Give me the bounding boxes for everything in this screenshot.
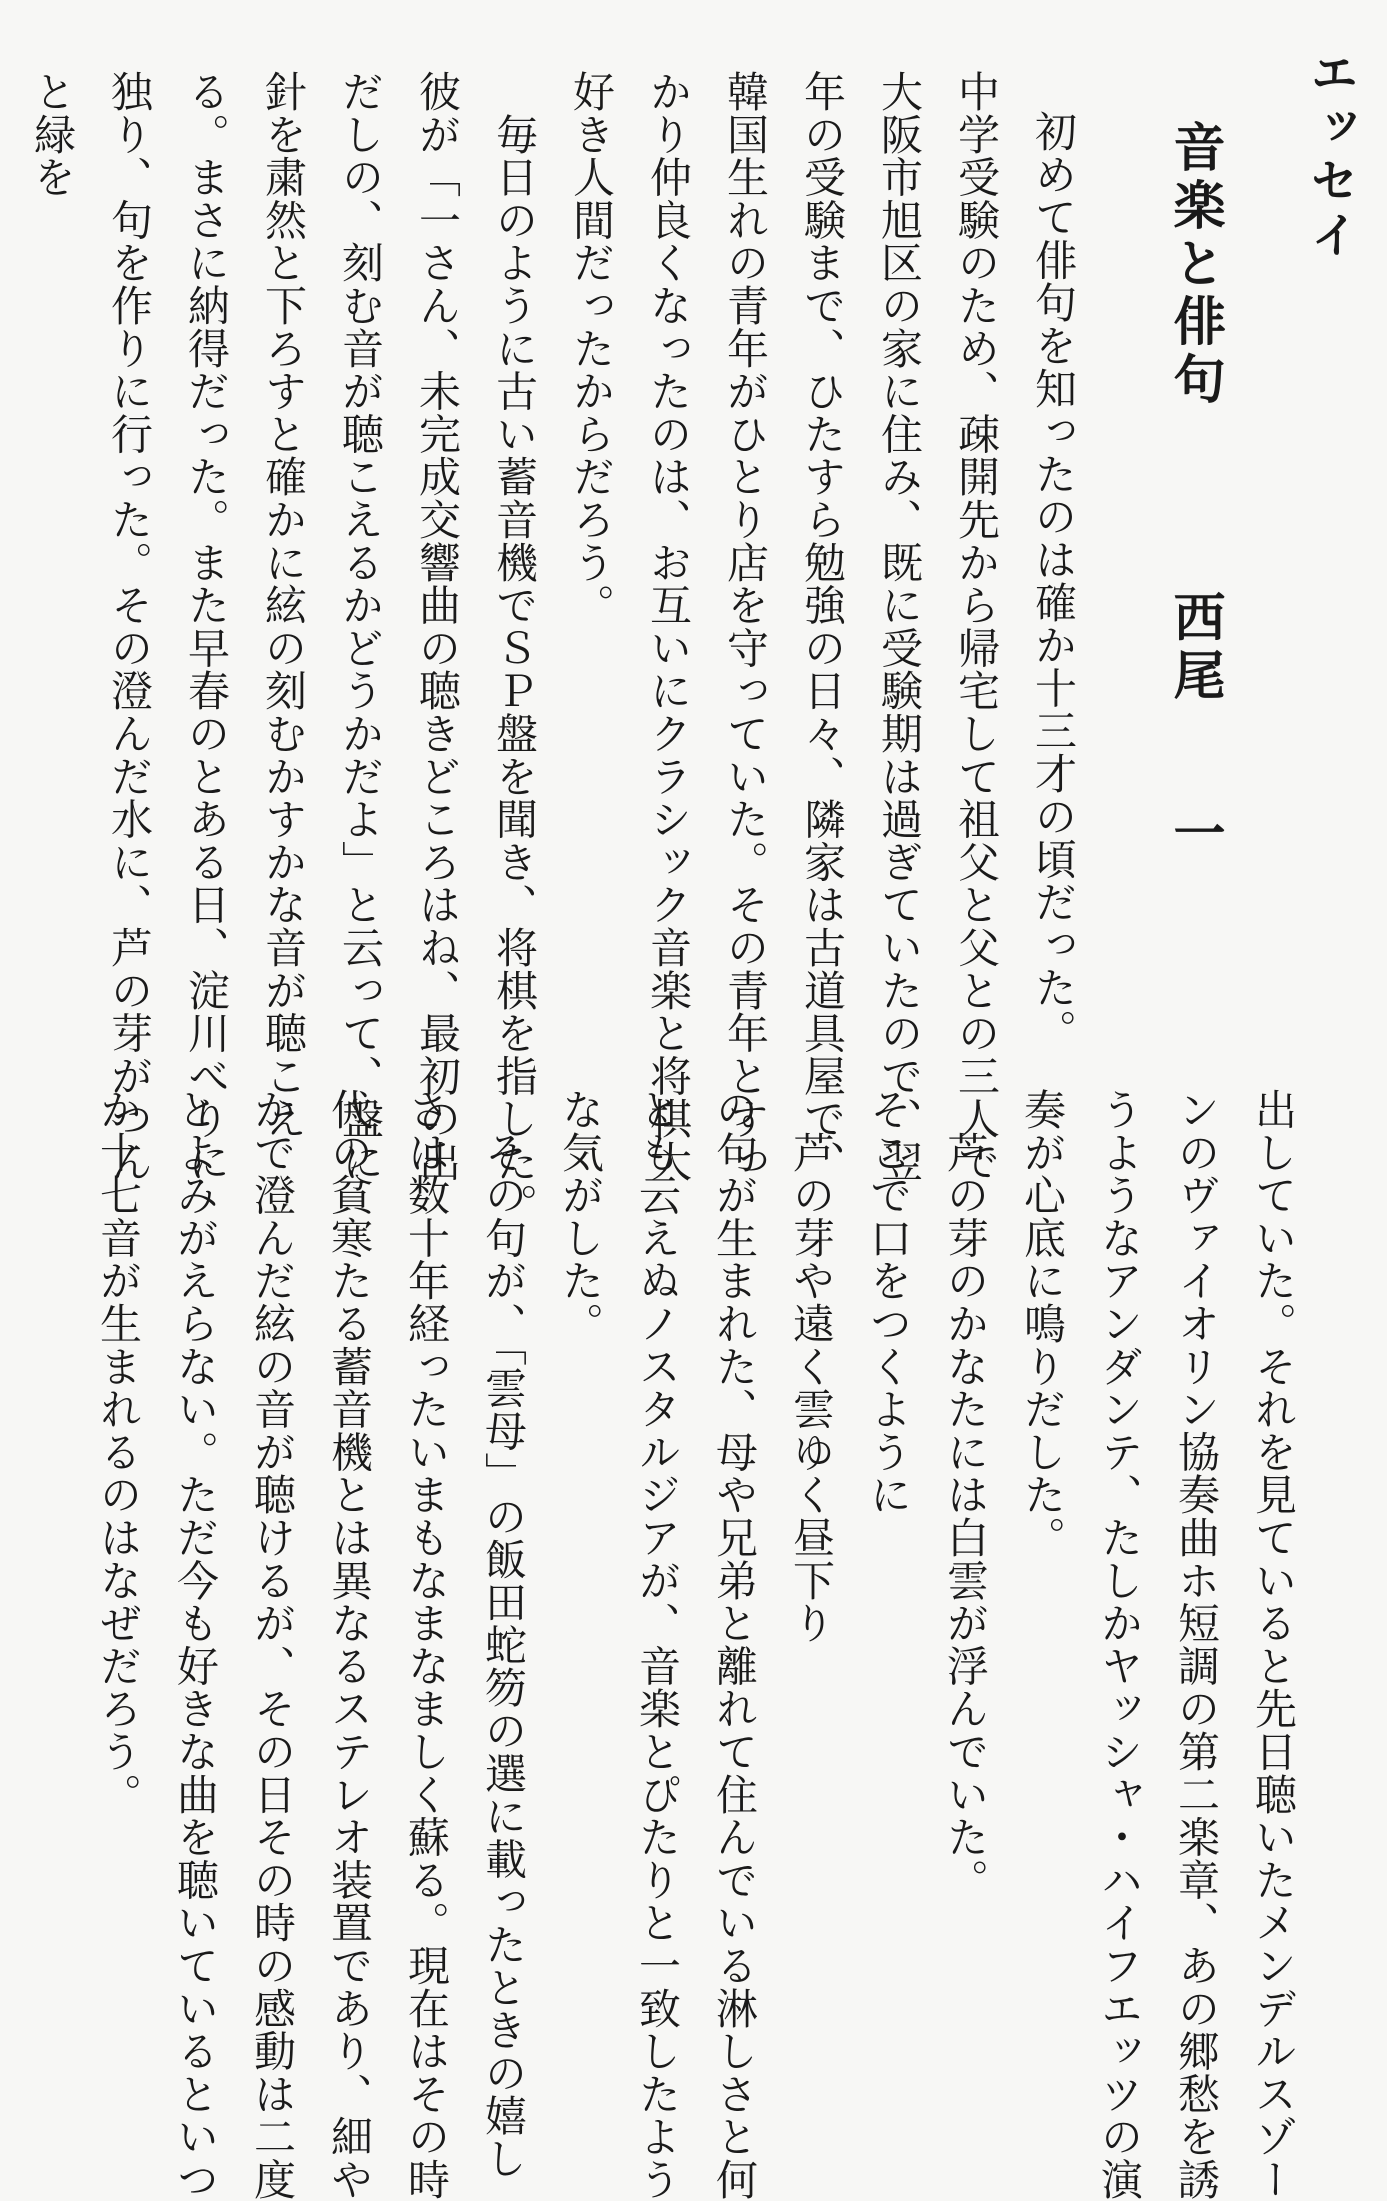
body-line: 好き人間だったからだろう。 [567, 70, 616, 627]
body-line: 彼が「一さん、未完成交響曲の聴きどころはね、最初の出 [413, 70, 462, 1183]
body-line: うようなアンダンテ、たしかヤッシャ・ハイフエッツの演 [1095, 1088, 1144, 2201]
body-line: な気がした。 [556, 1088, 605, 1345]
body-line: 韓国生れの青年がひとり店を守っていた。その青年とすっ [721, 70, 770, 1183]
body-line: る。まさに納得だった。また早春のとある日、淀川べりに [182, 70, 231, 1183]
body-line: その句が、「雲母」の飯田蛇笏の選に載ったときの嬉し [479, 1088, 528, 2180]
body-line: とよみがえらない。ただ今も好きな曲を聴いているといつ [171, 1088, 220, 2201]
body-line: そこで口をつくように [864, 1088, 913, 1516]
haiku-line: 芦の芽や遠く雲ゆく昼下り [787, 1088, 836, 1645]
body-line: 毎日のように古い蓄音機でＳＰ盤を聞き、将棋を指した。 [490, 70, 539, 1226]
body-line: 針を粛然と下ろすと確かに絃の刻むかすかな音が聴こえ [259, 70, 308, 1140]
body-line: かり仲良くなったのは、お互いにクラシック音楽と将棋大 [644, 70, 693, 1183]
body-line: 大阪市旭区の家に住み、既に受験期は過ぎていたので、翌 [875, 70, 924, 1183]
body-line: 独り、句を作りに行った。その澄んだ水に、芦の芽がつん [105, 70, 154, 1183]
body-line: か十七音が生まれるのはなぜだろう。 [94, 1088, 143, 1816]
body-line: 中学受験のため、疎開先から帰宅して祖父と父との三人で [952, 70, 1001, 1183]
body-line: さは数十年経ったいまもなまなましく蘇る。現在はその時 [402, 1088, 451, 2201]
body-line: だしの、刻む音が聴こえるかどうかだよ」と云って、盤に [336, 70, 385, 1183]
body-line: とも云えぬノスタルジアが、音楽とぴたりと一致したよう [633, 1088, 682, 2201]
body-line: 芦の芽のかなたには白雲が浮んでいた。 [941, 1088, 990, 1902]
body-line: の句が生まれた、母や兄弟と離れて住んでいる淋しさと何 [710, 1088, 759, 2201]
author-name [1164, 590, 1224, 859]
body-line: と緑を [28, 70, 77, 199]
genre-label: エッセイ [1302, 48, 1358, 264]
body-line: 年の受験まで、ひたすら勉強の日々、隣家は古道具屋で、 [798, 70, 847, 1183]
body-line: 代の貧寒たる蓄音機とは異なるステレオ装置であり、細や [325, 1088, 374, 2201]
author-given-name: 一 [1164, 806, 1224, 859]
body-line: 奏が心底に鳴りだした。 [1018, 1088, 1067, 1559]
essay-title: 音楽と俳句 [1164, 120, 1224, 410]
body-line: ンのヴァイオリン協奏曲ホ短調の第二楽章、あの郷愁を誘 [1172, 1088, 1221, 2201]
author-surname: 西尾 [1164, 590, 1224, 706]
body-line: 初めて俳句を知ったのは確か十三才の頃だった。 [1029, 110, 1078, 1052]
body-line: 出していた。それを見ていると先日聴いたメンデルスゾー [1249, 1088, 1298, 2201]
body-line: かで澄んだ絃の音が聴けるが、その日その時の感動は二度 [248, 1088, 297, 2201]
